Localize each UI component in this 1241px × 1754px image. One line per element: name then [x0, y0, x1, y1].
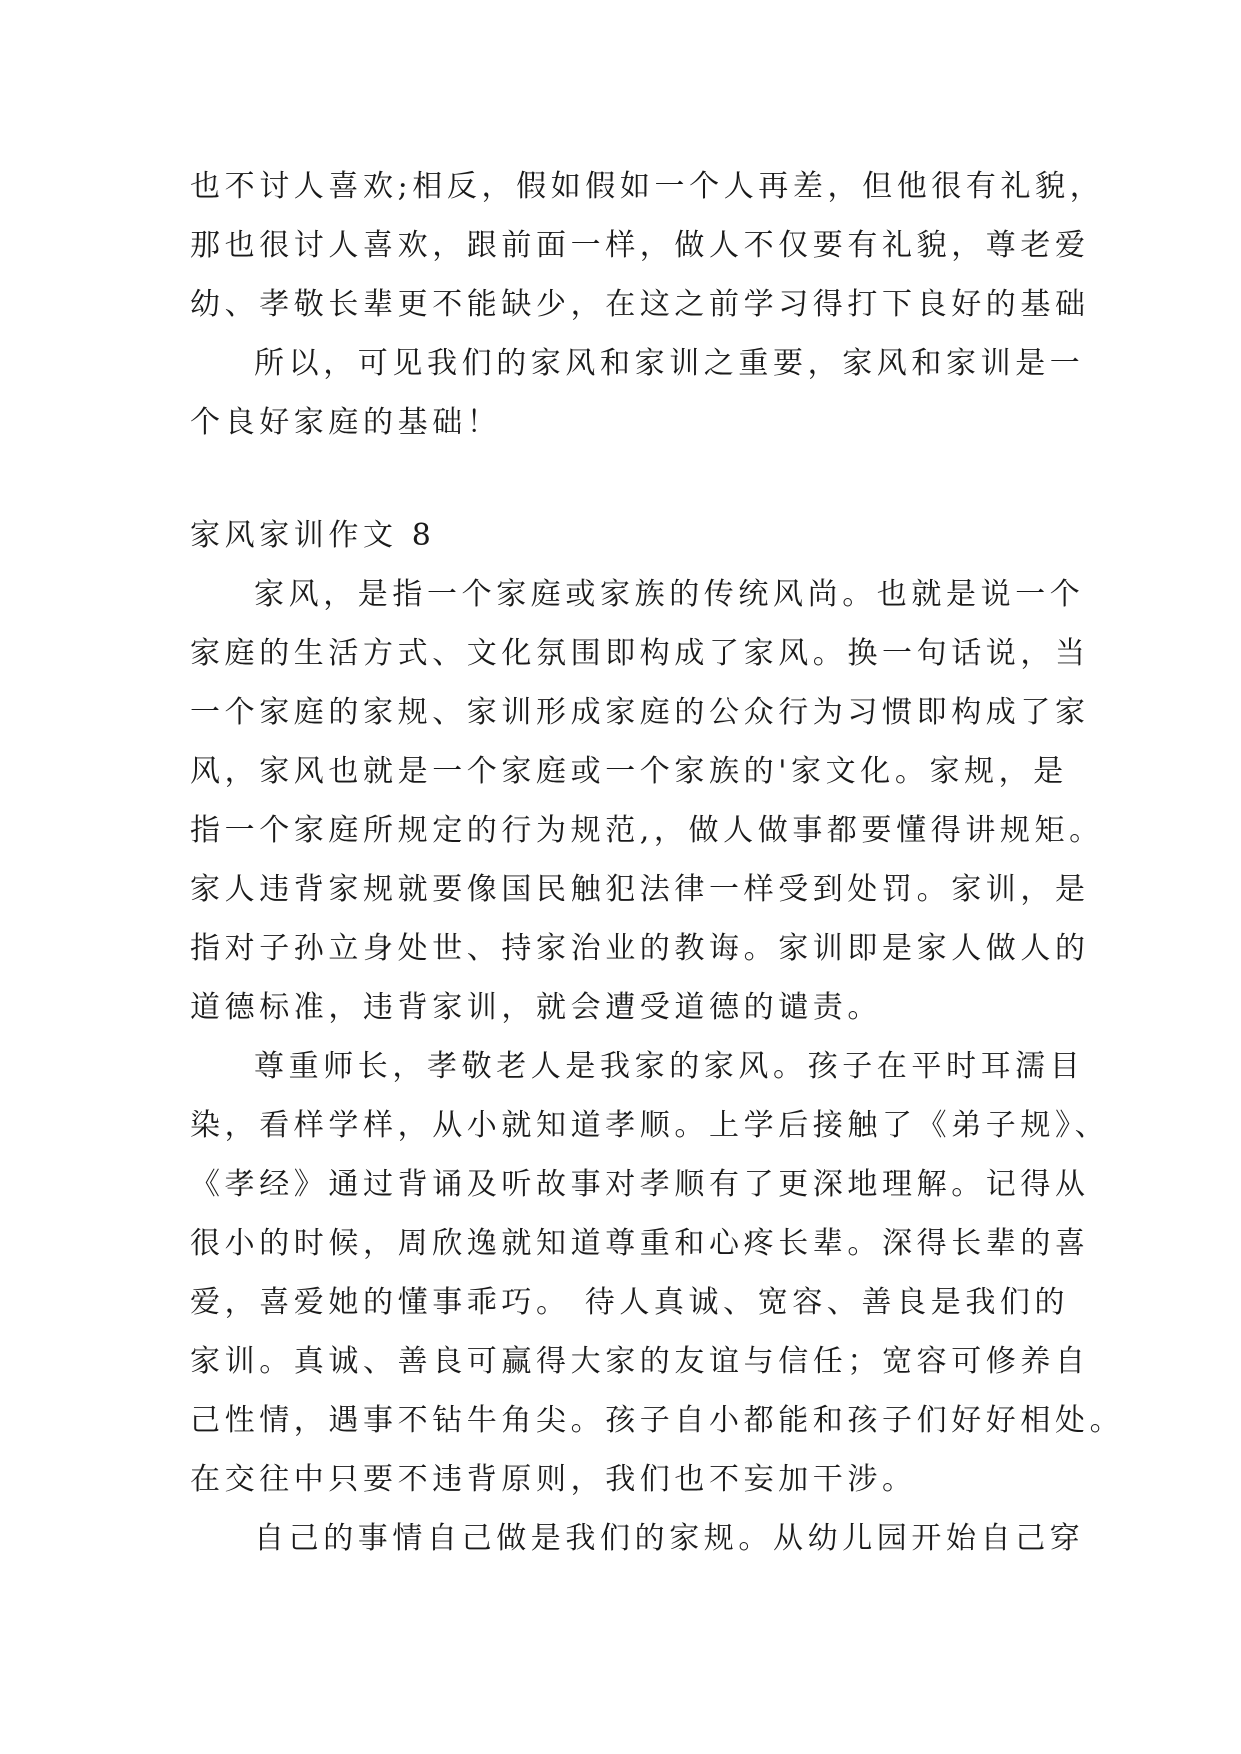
- text-line: 个良好家庭的基础！: [190, 405, 502, 440]
- text-line: 《孝经》通过背诵及听故事对孝顺有了更深地理解。记得从: [190, 1167, 1090, 1202]
- text-line: 家风，是指一个家庭或家族的传统风尚。也就是说一个: [254, 577, 1085, 612]
- text-line: 风，家风也就是一个家庭或一个家族的'家文化。家规，是: [190, 754, 1068, 789]
- text-line: 爱，喜爱她的懂事乖巧。 待人真诚、宽容、善良是我们的: [190, 1285, 1070, 1320]
- text-line: 一个家庭的家规、家训形成家庭的公众行为习惯即构成了家: [190, 695, 1090, 730]
- text-line: 很小的时候，周欣逸就知道尊重和心疼长辈。深得长辈的喜: [190, 1226, 1090, 1261]
- text-line: 所以，可见我们的家风和家训之重要，家风和家训是一: [254, 346, 1085, 381]
- text-line: 自己的事情自己做是我们的家规。从幼儿园开始自己穿: [254, 1521, 1085, 1556]
- text-line: 那也很讨人喜欢，跟前面一样，做人不仅要有礼貌，尊老爱: [190, 228, 1090, 263]
- text-line: 也不讨人喜欢;相反，假如假如一个人再差，但他很有礼貌，: [190, 169, 1105, 204]
- text-line: 家训。真诚、善良可赢得大家的友谊与信任；宽容可修养自: [190, 1344, 1090, 1379]
- text-line: 指一个家庭所规定的行为规范,，做人做事都要懂得讲规矩。: [190, 813, 1104, 848]
- text-line: 染，看样学样，从小就知道孝顺。上学后接触了《弟子规》、: [190, 1108, 1110, 1143]
- text-line: 尊重师长，孝敬老人是我家的家风。孩子在平时耳濡目: [254, 1049, 1085, 1084]
- text-line: 家人违背家规就要像国民触犯法律一样受到处罚。家训，是: [190, 872, 1090, 907]
- text-line: 道德标准，违背家训，就会遭受道德的谴责。: [190, 990, 882, 1025]
- section-title: 家风家训作文 8: [190, 518, 436, 553]
- text-line: 幼、孝敬长辈更不能缺少，在这之前学习得打下良好的基础: [190, 287, 1090, 322]
- text-line: 指对子孙立身处世、持家治业的教诲。家训即是家人做人的: [190, 931, 1090, 966]
- text-line: 家庭的生活方式、文化氛围即构成了家风。换一句话说，当: [190, 636, 1090, 671]
- text-line: 己性情，遇事不钻牛角尖。孩子自小都能和孩子们好好相处。: [190, 1403, 1125, 1438]
- text-line: 在交往中只要不违背原则，我们也不妄加干涉。: [190, 1462, 917, 1497]
